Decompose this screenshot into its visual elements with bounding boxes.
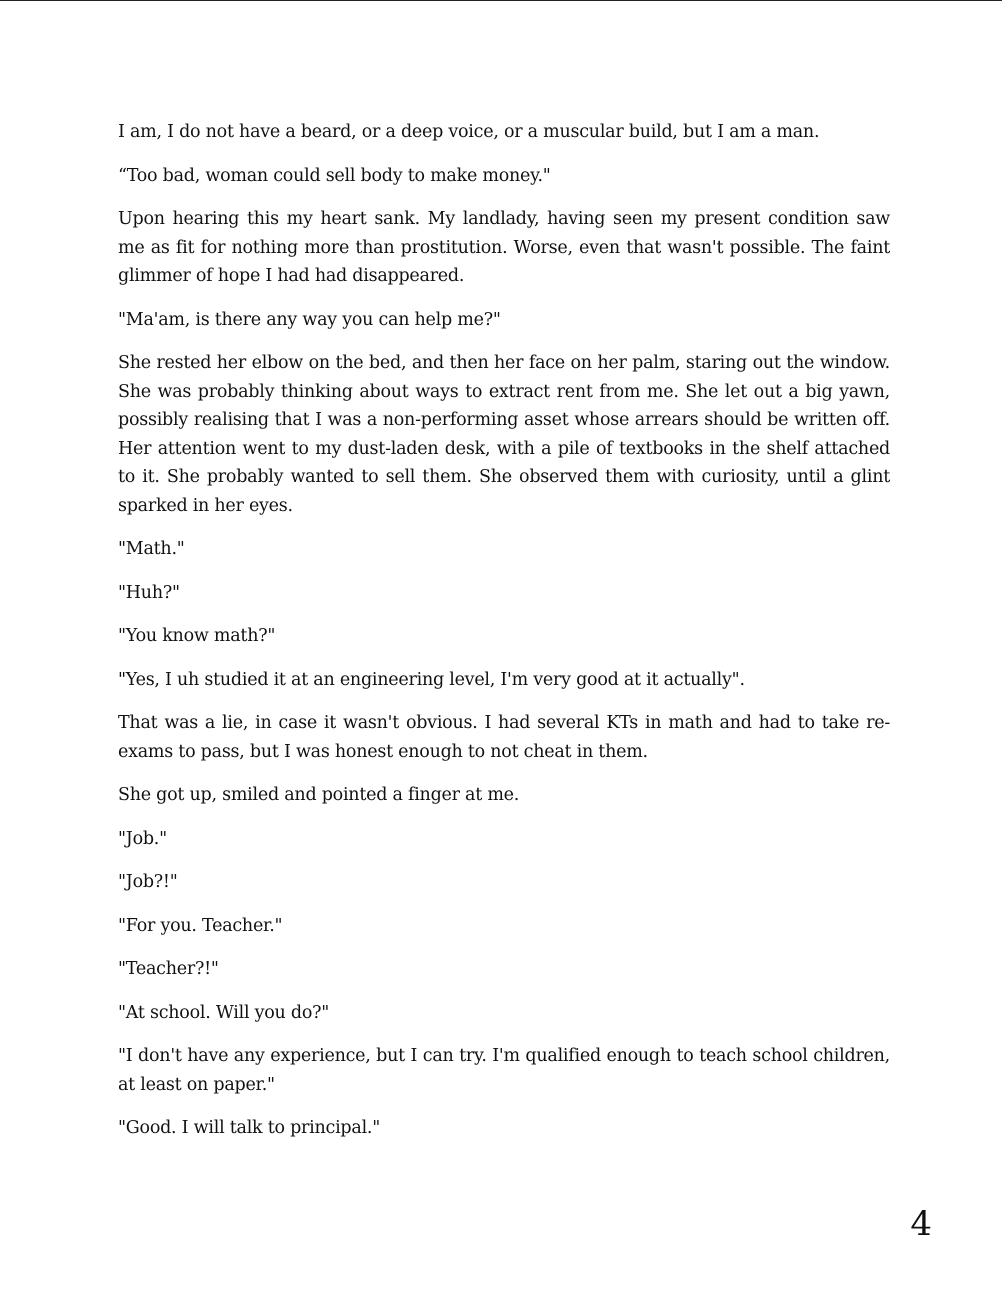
paragraph: "For you. Teacher.": [118, 915, 283, 936]
paragraph: "Job?!": [118, 872, 178, 892]
paragraph: "Ma'am, is there any way you can help me?": [118, 309, 501, 330]
paragraph: "Math.": [118, 539, 185, 559]
paragraph: "I don't have any experience, but I can try. I'm qualified enough to teach school children, at least on paper.": [118, 1046, 890, 1095]
document-body: [118, 118, 890, 1158]
paragraph: She got up, smiled and pointed a finger at me.: [118, 785, 520, 805]
paragraph: "At school. Will you do?": [118, 1002, 330, 1023]
paragraph: "Job.": [118, 828, 167, 849]
paragraph: “Too bad, woman could sell body to make money.": [118, 165, 551, 186]
paragraph: I am, I do not have a beard, or a deep voice, or a muscular build, but I am a man.: [118, 122, 820, 142]
paragraph: "Yes, I uh studied it at an engineering level, I'm very good at it actually".: [118, 669, 745, 690]
paragraph: Upon hearing this my heart sank. My landlady, having seen my present condition saw me as fit for nothing more than prostitution. Worse, even that wasn't possible. The faint glimmer of hope I had had disappeared.: [118, 209, 890, 286]
paragraph: "Huh?": [118, 582, 180, 603]
paragraph: "Teacher?!": [118, 959, 219, 979]
paragraph: That was a lie, in case it wasn't obvious. I had several KTs in math and had to take re-exams to pass, but I was honest enough to not cheat in them.: [118, 713, 890, 762]
top-border-line: [0, 0, 1002, 1]
paragraph: "You know math?": [118, 626, 276, 646]
paragraph: "Good. I will talk to principal.": [118, 1118, 381, 1138]
page-number: 4: [910, 1204, 932, 1244]
paragraph: She rested her elbow on the bed, and then her face on her palm, staring out the window. She was probably thinking about ways to extract rent from me. She let out a big yawn, possibly realising that I was a non-performing asset whose arrears should be written off. Her attention went to my dust-laden desk, with a pile of textbooks in the shelf attached to it. She probably wanted to sell them. She observed them with curiosity, until a glint sparked in her eyes.: [118, 353, 890, 516]
